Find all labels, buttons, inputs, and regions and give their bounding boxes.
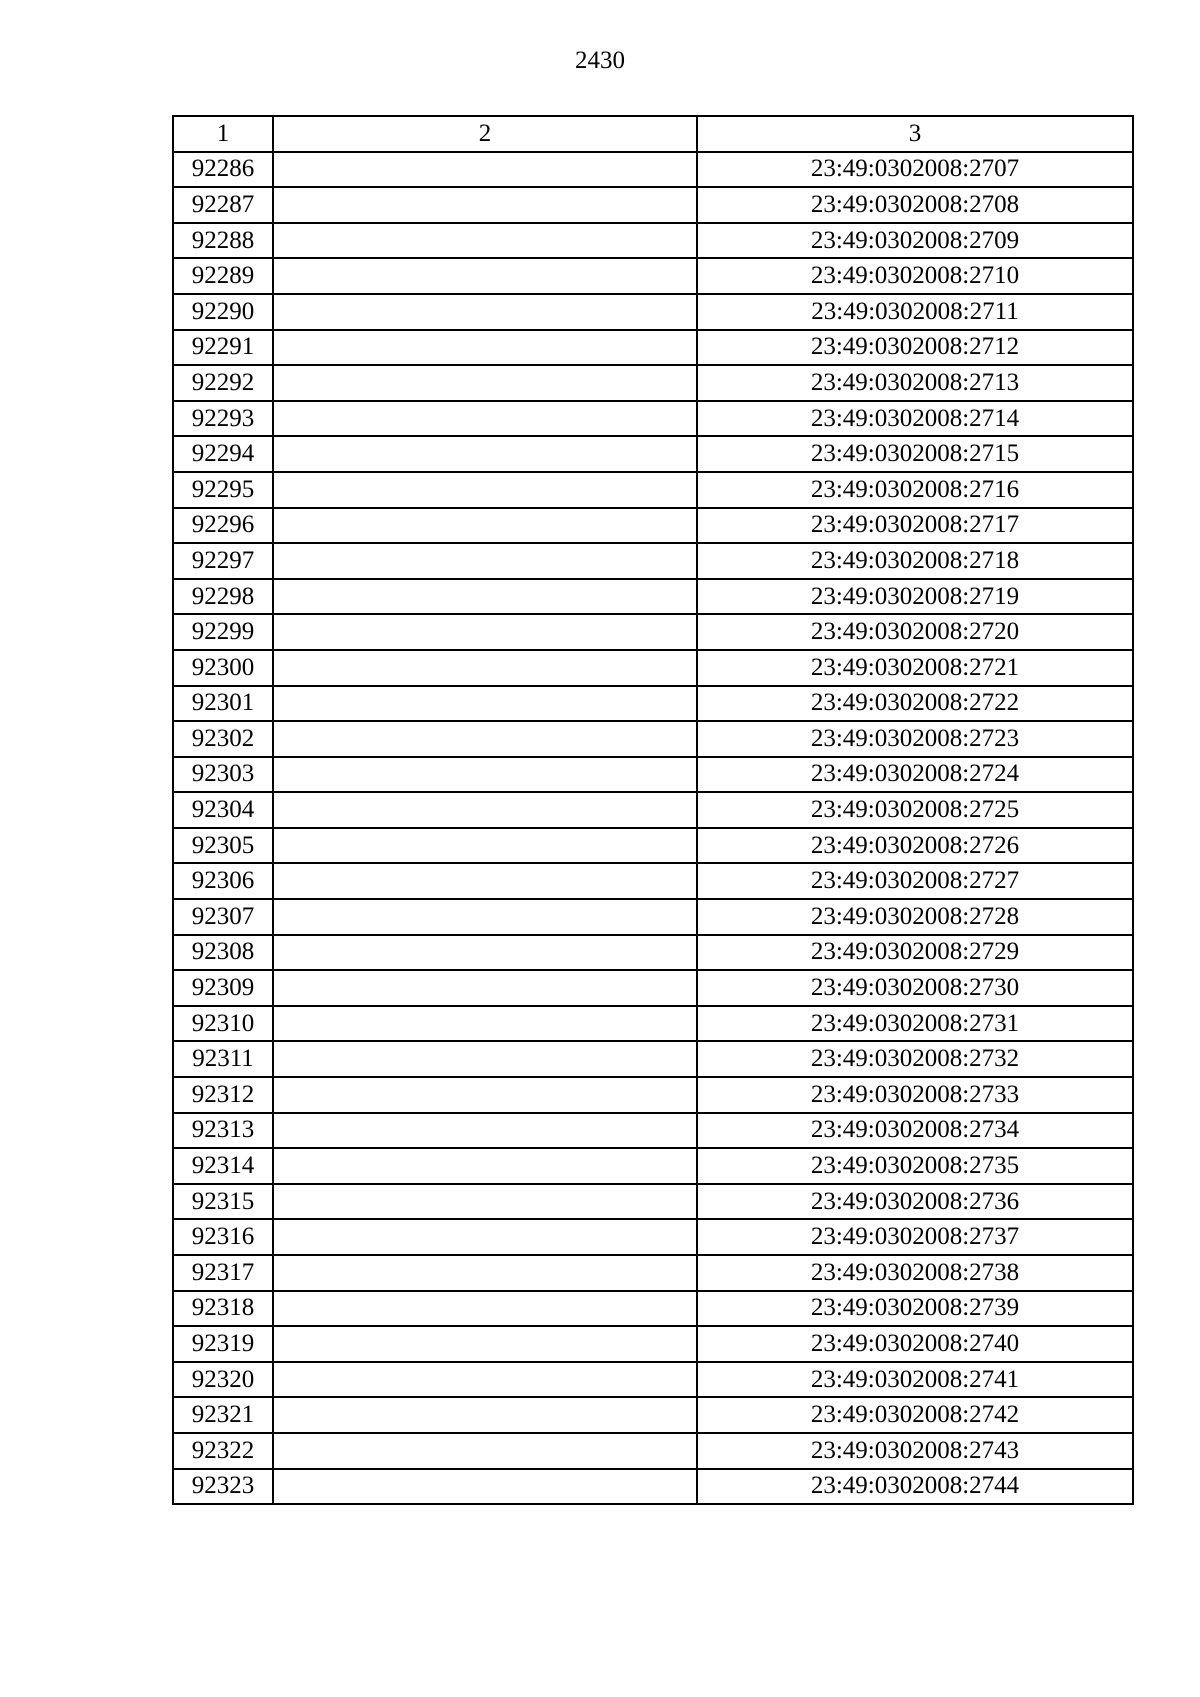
- cadastral-number-cell: 23:49:0302008:2737: [697, 1219, 1133, 1255]
- table-row: [173, 792, 1133, 828]
- column-2-cell: [273, 330, 697, 366]
- row-number-cell: 92301: [173, 686, 273, 722]
- cadastral-number-cell: 23:49:0302008:2713: [697, 365, 1133, 401]
- table-row: [173, 1077, 1133, 1113]
- table-row: [173, 721, 1133, 757]
- row-number-cell: 92293: [173, 401, 273, 437]
- cadastral-number-cell: 23:49:0302008:2744: [697, 1469, 1133, 1505]
- column-2-cell: [273, 1362, 697, 1398]
- column-2-cell: [273, 899, 697, 935]
- column-2-cell: [273, 1291, 697, 1327]
- cadastral-number-cell: 23:49:0302008:2732: [697, 1041, 1133, 1077]
- row-number-cell: 92322: [173, 1433, 273, 1469]
- column-2-cell: [273, 828, 697, 864]
- cadastral-number-cell: 23:49:0302008:2739: [697, 1291, 1133, 1327]
- row-number-cell: 92318: [173, 1291, 273, 1327]
- cadastral-number-cell: 23:49:0302008:2727: [697, 863, 1133, 899]
- column-header-3: 3: [697, 116, 1133, 152]
- header-row: [173, 116, 1133, 152]
- cadastral-number-cell: 23:49:0302008:2729: [697, 935, 1133, 971]
- table-row: [173, 1433, 1133, 1469]
- cadastral-number-cell: 23:49:0302008:2707: [697, 152, 1133, 188]
- row-number-cell: 92323: [173, 1469, 273, 1505]
- column-2-cell: [273, 1148, 697, 1184]
- table-row: [173, 650, 1133, 686]
- table-row: [173, 223, 1133, 259]
- cadastral-number-cell: 23:49:0302008:2711: [697, 294, 1133, 330]
- table-row: [173, 1326, 1133, 1362]
- cadastral-number-cell: 23:49:0302008:2734: [697, 1113, 1133, 1149]
- table-row: [173, 401, 1133, 437]
- column-2-cell: [273, 1326, 697, 1362]
- row-number-cell: 92308: [173, 935, 273, 971]
- cadastral-number-cell: 23:49:0302008:2738: [697, 1255, 1133, 1291]
- table-row: [173, 543, 1133, 579]
- table-row: [173, 1219, 1133, 1255]
- table-row: [173, 970, 1133, 1006]
- cadastral-number-cell: 23:49:0302008:2720: [697, 614, 1133, 650]
- table-header: [173, 116, 1133, 152]
- column-2-cell: [273, 1219, 697, 1255]
- row-number-cell: 92291: [173, 330, 273, 366]
- row-number-cell: 92305: [173, 828, 273, 864]
- table-row: [173, 614, 1133, 650]
- table-row: [173, 187, 1133, 223]
- cadastral-number-cell: 23:49:0302008:2715: [697, 436, 1133, 472]
- table-row: [173, 1291, 1133, 1327]
- table-row: [173, 828, 1133, 864]
- column-2-cell: [273, 472, 697, 508]
- row-number-cell: 92307: [173, 899, 273, 935]
- cadastral-number-cell: 23:49:0302008:2717: [697, 508, 1133, 544]
- row-number-cell: 92288: [173, 223, 273, 259]
- cadastral-number-cell: 23:49:0302008:2740: [697, 1326, 1133, 1362]
- page-number: 2430: [575, 47, 625, 74]
- cadastral-number-cell: 23:49:0302008:2735: [697, 1148, 1133, 1184]
- cadastral-number-cell: 23:49:0302008:2723: [697, 721, 1133, 757]
- column-2-cell: [273, 757, 697, 793]
- cadastral-number-cell: 23:49:0302008:2714: [697, 401, 1133, 437]
- row-number-cell: 92314: [173, 1148, 273, 1184]
- row-number-cell: 92295: [173, 472, 273, 508]
- column-2-cell: [273, 294, 697, 330]
- row-number-cell: 92321: [173, 1397, 273, 1433]
- cadastral-number-cell: 23:49:0302008:2730: [697, 970, 1133, 1006]
- column-2-cell: [273, 508, 697, 544]
- row-number-cell: 92310: [173, 1006, 273, 1042]
- table-row: [173, 899, 1133, 935]
- column-2-cell: [273, 863, 697, 899]
- table-row: [173, 757, 1133, 793]
- column-2-cell: [273, 436, 697, 472]
- table-row: [173, 365, 1133, 401]
- row-number-cell: 92287: [173, 187, 273, 223]
- column-2-cell: [273, 614, 697, 650]
- cadastral-number-cell: 23:49:0302008:2736: [697, 1184, 1133, 1220]
- table-body: [173, 152, 1133, 1505]
- row-number-cell: 92313: [173, 1113, 273, 1149]
- row-number-cell: 92299: [173, 614, 273, 650]
- row-number-cell: 92297: [173, 543, 273, 579]
- row-number-cell: 92319: [173, 1326, 273, 1362]
- cadastral-number-cell: 23:49:0302008:2725: [697, 792, 1133, 828]
- cadastral-number-cell: 23:49:0302008:2712: [697, 330, 1133, 366]
- table-row: [173, 258, 1133, 294]
- table-row: [173, 935, 1133, 971]
- column-2-cell: [273, 686, 697, 722]
- column-2-cell: [273, 365, 697, 401]
- table-row: [173, 1113, 1133, 1149]
- row-number-cell: 92286: [173, 152, 273, 188]
- cadastral-number-cell: 23:49:0302008:2741: [697, 1362, 1133, 1398]
- row-number-cell: 92298: [173, 579, 273, 615]
- row-number-cell: 92296: [173, 508, 273, 544]
- column-2-cell: [273, 1469, 697, 1505]
- row-number-cell: 92292: [173, 365, 273, 401]
- cadastral-number-cell: 23:49:0302008:2726: [697, 828, 1133, 864]
- cadastral-number-cell: 23:49:0302008:2721: [697, 650, 1133, 686]
- row-number-cell: 92309: [173, 970, 273, 1006]
- row-number-cell: 92303: [173, 757, 273, 793]
- column-2-cell: [273, 935, 697, 971]
- column-2-cell: [273, 579, 697, 615]
- table-row: [173, 863, 1133, 899]
- column-2-cell: [273, 187, 697, 223]
- column-2-cell: [273, 1077, 697, 1113]
- table-row: [173, 686, 1133, 722]
- table-row: [173, 1469, 1133, 1505]
- table-row: [173, 1255, 1133, 1291]
- data-table: [172, 115, 1134, 1505]
- column-2-cell: [273, 650, 697, 686]
- column-2-cell: [273, 721, 697, 757]
- cadastral-number-cell: 23:49:0302008:2728: [697, 899, 1133, 935]
- cadastral-number-cell: 23:49:0302008:2710: [697, 258, 1133, 294]
- column-2-cell: [273, 1184, 697, 1220]
- column-2-cell: [273, 1397, 697, 1433]
- row-number-cell: 92315: [173, 1184, 273, 1220]
- table-row: [173, 1362, 1133, 1398]
- column-2-cell: [273, 970, 697, 1006]
- row-number-cell: 92290: [173, 294, 273, 330]
- row-number-cell: 92320: [173, 1362, 273, 1398]
- table-row: [173, 1148, 1133, 1184]
- table-row: [173, 579, 1133, 615]
- cadastral-number-cell: 23:49:0302008:2708: [697, 187, 1133, 223]
- row-number-cell: 92300: [173, 650, 273, 686]
- table-row: [173, 436, 1133, 472]
- column-2-cell: [273, 543, 697, 579]
- row-number-cell: 92316: [173, 1219, 273, 1255]
- table-row: [173, 152, 1133, 188]
- cadastral-number-cell: 23:49:0302008:2724: [697, 757, 1133, 793]
- cadastral-number-cell: 23:49:0302008:2709: [697, 223, 1133, 259]
- column-header-2: 2: [273, 116, 697, 152]
- column-2-cell: [273, 223, 697, 259]
- table-row: [173, 1397, 1133, 1433]
- row-number-cell: 92317: [173, 1255, 273, 1291]
- table-row: [173, 1184, 1133, 1220]
- table-row: [173, 330, 1133, 366]
- row-number-cell: 92304: [173, 792, 273, 828]
- cadastral-number-cell: 23:49:0302008:2743: [697, 1433, 1133, 1469]
- row-number-cell: 92306: [173, 863, 273, 899]
- column-2-cell: [273, 258, 697, 294]
- column-2-cell: [273, 1433, 697, 1469]
- column-2-cell: [273, 1006, 697, 1042]
- column-2-cell: [273, 1041, 697, 1077]
- column-2-cell: [273, 792, 697, 828]
- cadastral-number-cell: 23:49:0302008:2742: [697, 1397, 1133, 1433]
- row-number-cell: 92294: [173, 436, 273, 472]
- column-2-cell: [273, 401, 697, 437]
- cadastral-number-cell: 23:49:0302008:2716: [697, 472, 1133, 508]
- cadastral-number-cell: 23:49:0302008:2719: [697, 579, 1133, 615]
- row-number-cell: 92302: [173, 721, 273, 757]
- row-number-cell: 92289: [173, 258, 273, 294]
- cadastral-number-cell: 23:49:0302008:2722: [697, 686, 1133, 722]
- row-number-cell: 92312: [173, 1077, 273, 1113]
- column-2-cell: [273, 1113, 697, 1149]
- cadastral-number-cell: 23:49:0302008:2731: [697, 1006, 1133, 1042]
- row-number-cell: 92311: [173, 1041, 273, 1077]
- table-row: [173, 472, 1133, 508]
- column-2-cell: [273, 152, 697, 188]
- column-header-1: 1: [173, 116, 273, 152]
- table-row: [173, 1041, 1133, 1077]
- cadastral-number-cell: 23:49:0302008:2733: [697, 1077, 1133, 1113]
- table-row: [173, 508, 1133, 544]
- column-2-cell: [273, 1255, 697, 1291]
- table-row: [173, 1006, 1133, 1042]
- cadastral-number-cell: 23:49:0302008:2718: [697, 543, 1133, 579]
- table-row: [173, 294, 1133, 330]
